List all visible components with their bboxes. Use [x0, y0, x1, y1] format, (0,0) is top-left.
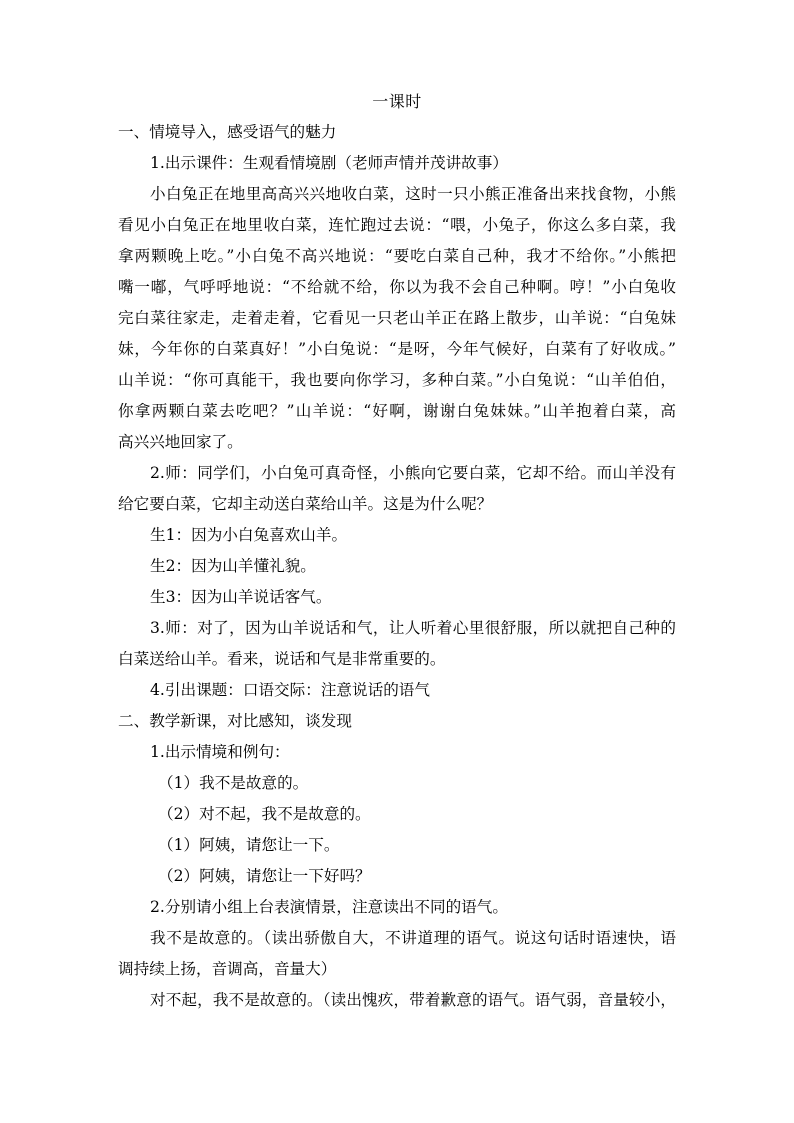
page-title: 一课时	[372, 92, 422, 111]
text-line: 看见小白兔正在地里收白菜，连忙跑过去说：“喂，小兔子，你这么多白菜，我	[118, 216, 676, 234]
text-line: （2）阿姨，请您让一下好吗？	[158, 867, 371, 885]
text-line: 小白兔正在地里高高兴兴地收白菜，这时一只小熊正准备出来找食物，小熊	[150, 185, 676, 203]
text-line: 我不是故意的。（读出骄傲自大，不讲道理的语气。说这句话时语速快，语	[150, 929, 676, 947]
text-line: 1.出示课件：生观看情境剧（老师声情并茂讲故事）	[150, 154, 508, 172]
text-line: 白菜送给山羊。看来，说话和气是非常重要的。	[118, 650, 446, 668]
text-line: 你拿两颗白菜去吃吧？”山羊说：“好啊，谢谢白兔妹妹。”山羊抱着白菜，高	[118, 402, 676, 420]
text-line: 2.师：同学们，小白兔可真奇怪，小熊向它要白菜，它却不给。而山羊没有	[150, 464, 676, 482]
text-line: 二、教学新课，对比感知，谈发现	[118, 712, 352, 730]
text-line: 给它要白菜，它却主动送白菜给山羊。这是为什么呢？	[118, 495, 493, 513]
text-line: 嘴一嘟，气呼呼地说：“不给就不给，你以为我不会自己种啊。哼！”小白兔收	[118, 278, 676, 296]
text-line: 拿两颗晚上吃。”小白兔不高兴地说：“要吃白菜自己种，我才不给你。”小熊把	[118, 247, 676, 265]
text-line: 完白菜往家走，走着走着，它看见一只老山羊正在路上散步，山羊说：“白兔妹	[118, 309, 676, 327]
text-line: （1）我不是故意的。	[158, 774, 309, 792]
text-line: 2.分别请小组上台表演情景，注意读出不同的语气。	[150, 898, 508, 916]
text-line: 生2：因为山羊懂礼貌。	[150, 557, 316, 575]
text-line: 对不起，我不是故意的。（读出愧疚，带着歉意的语气。语气弱，音量较小，	[150, 991, 676, 1009]
text-line: 生1：因为小白兔喜欢山羊。	[150, 526, 348, 544]
document-page	[118, 92, 676, 1021]
text-line: （1）阿姨，请您让一下。	[158, 836, 340, 854]
text-line: 一、情境导入，感受语气的魅力	[118, 123, 337, 141]
text-line: 4.引出课题：口语交际：注意说话的语气	[150, 681, 430, 699]
text-line: 调持续上扬，音调高，音量大）	[118, 960, 337, 978]
text-line: 生3：因为山羊说话客气。	[150, 588, 332, 606]
text-line: 山羊说：“你可真能干，我也要向你学习，多种白菜。”小白兔说：“山羊伯伯，	[118, 371, 676, 389]
text-line: 高兴兴地回家了。	[118, 433, 243, 451]
text-line: 1.出示情境和例句：	[150, 743, 290, 761]
text-line: （2）对不起，我不是故意的。	[158, 805, 371, 823]
text-line: 妹，今年你的白菜真好！”小白兔说：“是呀，今年气候好，白菜有了好收成。”	[118, 340, 676, 358]
text-line: 3.师：对了，因为山羊说话和气，让人听着心里很舒服，所以就把自己种的	[150, 619, 676, 637]
document-body	[118, 122, 676, 1011]
